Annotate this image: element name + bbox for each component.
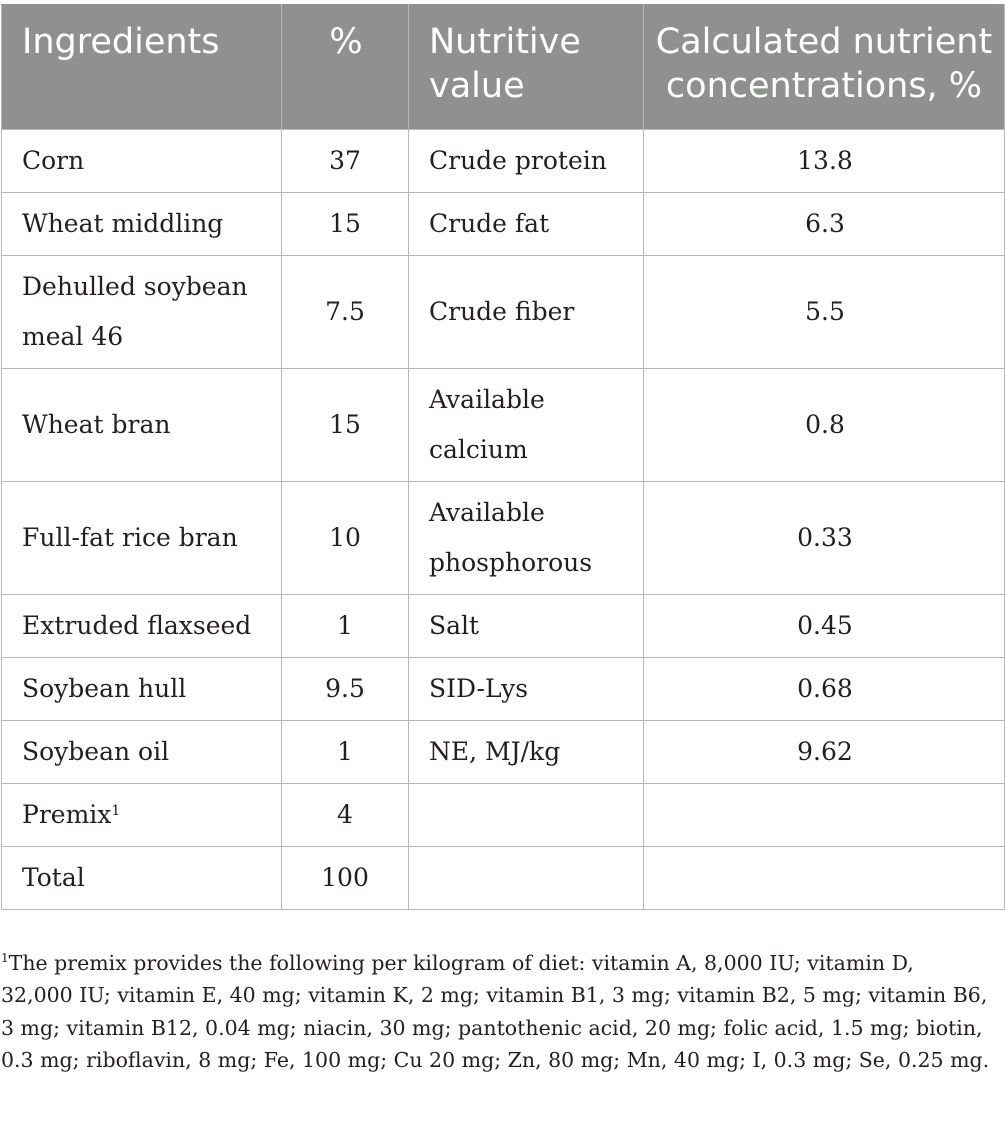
table-row <box>2 847 1005 910</box>
table-body <box>2 130 1005 910</box>
nutritive-cell: Crude protein <box>409 130 644 193</box>
nutritive-cell: Available calcium <box>409 369 644 482</box>
table-row <box>2 784 1005 847</box>
ingredient-cell: Wheat bran <box>2 369 282 482</box>
footnote-marker: 1 <box>1 950 9 965</box>
footnote-text: The premix provides the following per kilogram of diet: vitamin A, 8,000 IU; vitamin D, 32,000 IU; vitamin E, 40 mg; vitamin K, 2 mg; vitamin B1, 3 mg; vitamin B2, 5 mg; vitamin B6, 3 mg; vitamin B12, 0.04 mg; niacin, 30 mg; pantothenic acid, 20 mg; folic acid, 1.5 mg; biotin, 0.3 mg; riboflavin, 8 mg; Fe, 100 mg; Cu 20 mg; Zn, 80 mg; Mn, 40 mg; I, 0.3 mg; Se, 0.25 mg. <box>1 950 990 1073</box>
percent-cell: 1 <box>282 595 409 658</box>
ingredient-cell: Soybean oil <box>2 721 282 784</box>
percent-cell: 15 <box>282 193 409 256</box>
table-row <box>2 658 1005 721</box>
concentration-cell <box>644 784 1005 847</box>
nutritive-cell <box>409 784 644 847</box>
ingredient-cell: Total <box>2 847 282 910</box>
footnote-marker: 1 <box>111 803 121 819</box>
table-row <box>2 595 1005 658</box>
nutritive-cell: Crude fiber <box>409 256 644 369</box>
header-ingredients: Ingredients <box>2 5 282 130</box>
header-nutritive-value: Nutritive value <box>409 5 644 130</box>
percent-cell: 100 <box>282 847 409 910</box>
percent-cell: 37 <box>282 130 409 193</box>
nutritive-cell: Crude fat <box>409 193 644 256</box>
percent-cell: 9.5 <box>282 658 409 721</box>
ingredient-cell <box>2 784 282 847</box>
nutritive-cell: Available phosphorous <box>409 482 644 595</box>
header-row <box>2 5 1005 130</box>
concentration-cell: 0.68 <box>644 658 1005 721</box>
percent-cell: 7.5 <box>282 256 409 369</box>
table-row <box>2 130 1005 193</box>
concentration-cell: 6.3 <box>644 193 1005 256</box>
nutritive-cell: NE, MJ/kg <box>409 721 644 784</box>
percent-cell: 15 <box>282 369 409 482</box>
nutritive-cell: Salt <box>409 595 644 658</box>
concentration-cell: 0.45 <box>644 595 1005 658</box>
percent-cell: 4 <box>282 784 409 847</box>
ingredient-label: Premix <box>22 800 112 829</box>
ingredient-cell: Soybean hull <box>2 658 282 721</box>
ingredient-cell: Extruded flaxseed <box>2 595 282 658</box>
diet-composition-table <box>1 4 1005 910</box>
percent-cell: 1 <box>282 721 409 784</box>
concentration-cell: 0.33 <box>644 482 1005 595</box>
concentration-cell: 5.5 <box>644 256 1005 369</box>
table-row <box>2 721 1005 784</box>
header-percent: % <box>282 5 409 130</box>
ingredient-cell: Full-fat rice bran <box>2 482 282 595</box>
table-row <box>2 369 1005 482</box>
header-calculated-concentrations: Calculated nutrient concentrations, % <box>644 5 1005 130</box>
concentration-cell: 0.8 <box>644 369 1005 482</box>
table-row <box>2 482 1005 595</box>
table-row <box>2 193 1005 256</box>
ingredient-cell: Corn <box>2 130 282 193</box>
percent-cell: 10 <box>282 482 409 595</box>
table-row <box>2 256 1005 369</box>
ingredient-cell: Wheat middling <box>2 193 282 256</box>
concentration-cell <box>644 847 1005 910</box>
concentration-cell: 13.8 <box>644 130 1005 193</box>
nutritive-cell <box>409 847 644 910</box>
table-header <box>2 5 1005 130</box>
nutritive-cell: SID-Lys <box>409 658 644 721</box>
table-footnote <box>1 947 991 1077</box>
concentration-cell: 9.62 <box>644 721 1005 784</box>
ingredient-cell: Dehulled soybean meal 46 <box>2 256 282 369</box>
